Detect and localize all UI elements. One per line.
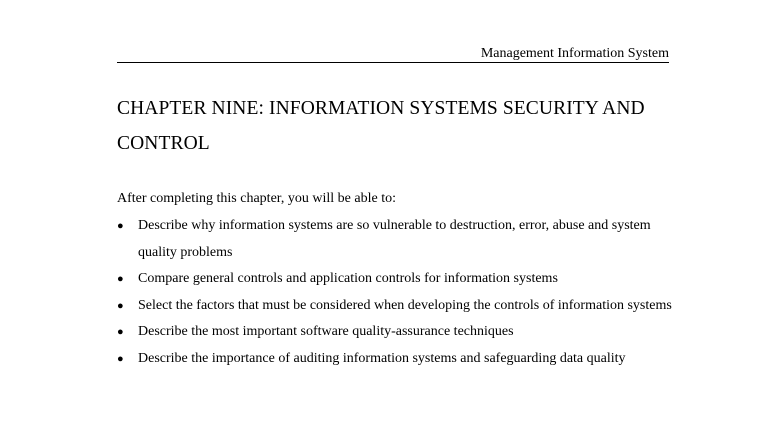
objective-text: Select the factors that must be considered when developing the controls of information systems [138, 297, 672, 313]
objective-text: Compare general controls and application controls for information systems [138, 271, 558, 286]
bullet-icon: ● [117, 352, 124, 365]
bullet-icon: ● [117, 220, 124, 232]
bullet-icon: ● [117, 273, 124, 285]
chapter-title: CHAPTER NINE: INFORMATION SYSTEMS SECURITY AND CONTROL [117, 98, 645, 154]
list-item [117, 346, 677, 373]
objectives-list [117, 213, 677, 372]
bullet-icon: ● [117, 326, 124, 338]
list-item [117, 319, 677, 346]
list-item [117, 266, 677, 293]
objective-text: Describe why information systems are so vulnerable to destruction, error, abuse and system quality problems [138, 218, 651, 260]
header-rule [117, 62, 669, 63]
list-item [117, 213, 677, 266]
list-item [117, 293, 677, 320]
running-header: Management Information System [480, 46, 669, 61]
objective-text: Describe the importance of auditing information systems and safeguarding data quality [138, 350, 626, 366]
bullet-icon: ● [117, 299, 124, 312]
objective-text: Describe the most important software quality-assurance techniques [138, 324, 514, 339]
intro-text: After completing this chapter, you will be able to: [117, 191, 396, 206]
